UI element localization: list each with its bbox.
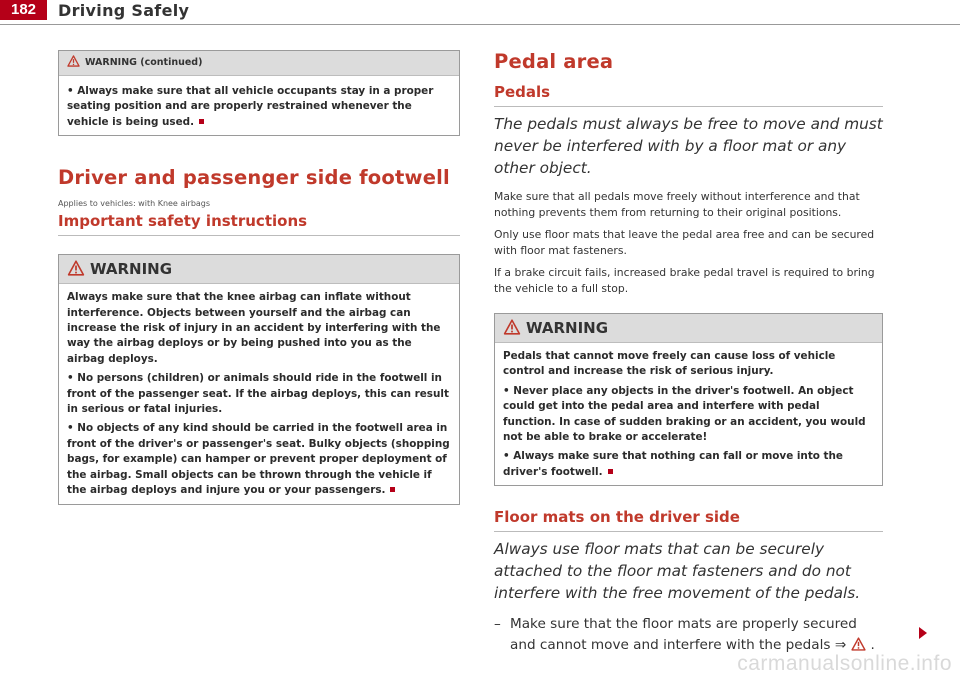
section-title-pedal-area: Pedal area	[494, 50, 614, 73]
warning-triangle-icon	[67, 53, 80, 77]
continued-warning-body: • Always make sure that all vehicle occupants stay in a proper seating position and are properly restrained whenever the vehicle is being used.	[67, 85, 434, 128]
subsection-divider	[494, 106, 883, 107]
left-column	[58, 50, 460, 505]
end-of-section-square-icon	[608, 469, 613, 474]
knee-airbag-warning-body	[59, 284, 459, 503]
continued-warning-header	[59, 51, 459, 76]
floor-mats-lead-text: Always use floor mats that can be securely attached to the floor mat fasteners and do not interfere with the free movement of the pedals.	[494, 540, 861, 603]
continued-warning-title: WARNING (continued)	[85, 57, 203, 68]
knee-airbag-warning-box	[58, 254, 460, 504]
knee-airbag-warning-intro: Always make sure that the knee airbag can inflate without interference. Objects between yourself and the airbag can increase the risk of injury in an accident by interfering with the way the airbag deploys or by being pushed into you as the airbag deploys.	[67, 291, 441, 365]
subsection-title-safety: Important safety instructions	[58, 212, 308, 231]
applies-to-note: Applies to vehicles: with Knee airbags	[58, 199, 211, 209]
pedals-warning-box	[494, 313, 883, 486]
pedals-warning-title: WARNING	[526, 319, 609, 337]
end-of-section-square-icon	[390, 487, 395, 492]
pedals-warning-body	[495, 343, 882, 485]
page-header-title: Driving Safely	[58, 1, 190, 20]
continued-warning-text: Always make sure that all vehicle occupants stay in a proper seating position and are properly restrained whenever the vehicle is being used.	[67, 85, 434, 128]
continued-warning-box	[58, 50, 460, 136]
cross-reference-arrow-icon[interactable]: ⇒	[834, 637, 847, 654]
knee-airbag-warning-header	[59, 255, 459, 284]
page-number: 182	[0, 0, 47, 20]
pedals-warning-bullet-2: • Always make sure that nothing can fall or move into the driver's footwell.	[503, 450, 843, 478]
step-dash: –	[494, 616, 501, 633]
knee-airbag-warning-title: WARNING	[90, 260, 173, 279]
pedals-warning-bullet-1: • Never place any objects in the driver's footwell. An object could get into the pedal area and interfere with pedal function. In case of sudden braking or an accident, you would not be able to brake or accelerate!	[503, 384, 866, 444]
watermark: carmanualsonline.info	[737, 652, 952, 675]
pedals-lead-text: The pedals must always be free to move and must never be interfered with by a floor mat or any other object.	[494, 115, 883, 177]
pedals-paragraph-3: If a brake circuit fails, increased brake pedal travel is required to bring the vehicle to a full stop.	[494, 266, 875, 295]
subsection-divider	[494, 531, 883, 532]
right-column	[494, 50, 883, 658]
subsection-title-pedals: Pedals	[494, 83, 551, 101]
pedals-warning-header	[495, 314, 882, 343]
warning-triangle-icon	[67, 257, 85, 285]
knee-airbag-warning-bullet-2: • No objects of any kind should be carried in the footwell area in front of the driver's or passenger's seat. Bulky objects (shopping bags, for example) can hamper or prevent proper deployment of the airbag. Small objects can be thrown through the vehicle if the airbag deploys and injure you or your passengers.	[67, 422, 450, 497]
end-of-section-square-icon	[199, 119, 204, 124]
pedals-warning-intro: Pedals that cannot move freely can cause loss of vehicle control and increase the risk of serious injury.	[503, 350, 836, 378]
pedals-paragraph-1: Make sure that all pedals move freely without interference and that nothing prevents them from returning to their original positions.	[494, 190, 860, 219]
subsection-title-floor-mats: Floor mats on the driver side	[494, 508, 740, 527]
floor-mats-step: – Make sure that the floor mats are properly secured and cannot move and interfere with the pedals ⇒ .	[494, 614, 883, 658]
floor-mats-step-text: Make sure that the floor mats are properly secured and cannot move and interfere with the pedals	[510, 616, 857, 654]
section-title-footwell: Driver and passenger side footwell	[58, 166, 450, 190]
next-page-arrow-icon[interactable]	[919, 627, 927, 639]
pedals-paragraph-2: Only use floor mats that leave the pedal area free and can be secured with floor mat fasteners.	[494, 228, 875, 257]
warning-triangle-icon	[503, 316, 521, 344]
header-divider	[0, 24, 960, 25]
knee-airbag-warning-bullet-1: • No persons (children) or animals should ride in the footwell in front of the passenger seat. If the airbag deploys, this can result in serious or fatal injuries.	[67, 372, 449, 416]
